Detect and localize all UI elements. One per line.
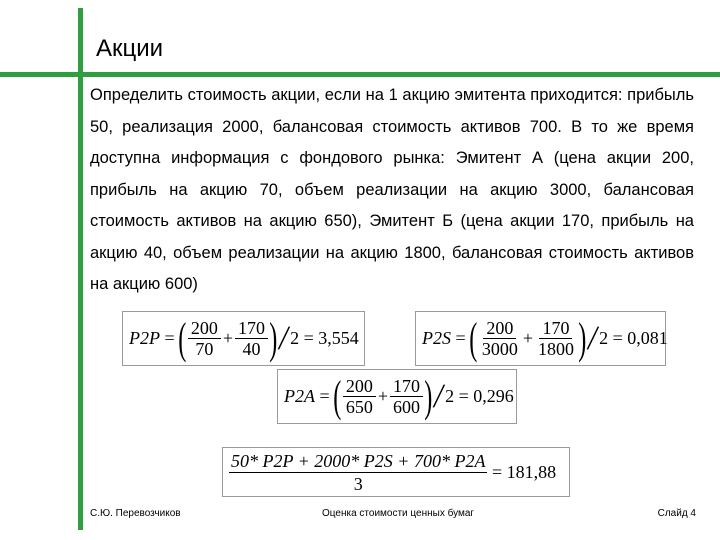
equals-sign: = (451, 328, 471, 348)
fraction-denominator: 3000 (481, 339, 518, 359)
problem-statement: Определить стоимость акции, если на 1 акцию эмитента приходится: прибыль 50, реализация 2000, балансовая стоимость активов 700. В то же время доступна информация с фондового рынка: Эмитент А (цена акции 200, прибыль на акцию 70, объем реализации на акцию 3000, балансовая стоимость активов на акцию 650), Эмитент Б (цена акции 170, прибыль на акцию 40, объем реализации на акцию 1800, балансовая стоимость активов на акцию 600) (90, 86, 694, 293)
formula-result: 0,296 (473, 386, 514, 406)
fraction-denominator: 40 (242, 339, 261, 359)
fraction-numerator: 200 (483, 318, 516, 339)
footer-slide-number: Слайд 4 (657, 508, 696, 519)
fraction-numerator: 170 (390, 376, 423, 397)
equals-sign: = (454, 386, 474, 406)
final-result: 181,88 (506, 461, 557, 482)
fraction-numerator: 170 (539, 318, 572, 339)
formula-result: 3,554 (318, 328, 359, 348)
fraction-b (390, 376, 423, 417)
formula-lhs: P2A (284, 386, 315, 406)
plus-sign: + (222, 328, 233, 348)
final-fraction (229, 450, 487, 495)
formula-lhs: P2S (422, 328, 451, 348)
formula-lhs: P2P (129, 328, 160, 348)
division-slash: / (585, 319, 600, 357)
division-slash: / (276, 319, 291, 357)
fraction-denominator: 600 (392, 397, 420, 417)
right-paren: ) (424, 371, 433, 421)
fraction-a (343, 376, 376, 417)
fraction-a (479, 318, 521, 359)
formula-final (222, 447, 570, 497)
plus-sign: + (522, 328, 533, 348)
equals-sign: = (487, 461, 507, 482)
equals-sign: = (299, 328, 319, 348)
fraction-b (535, 318, 577, 359)
equals-sign: = (608, 328, 628, 348)
fraction-a (188, 318, 221, 359)
formula-p2s (415, 311, 666, 366)
equals-sign: = (160, 328, 180, 348)
right-paren: ) (269, 313, 278, 363)
final-denominator: 3 (353, 473, 363, 494)
left-paren: ( (469, 313, 478, 363)
left-paren: ( (333, 371, 342, 421)
fraction-denominator: 70 (195, 339, 214, 359)
horizontal-accent-line (0, 72, 720, 77)
formula-p2p (122, 311, 365, 366)
division-slash: / (431, 377, 446, 415)
right-paren: ) (578, 313, 587, 363)
formula-result: 0,081 (627, 328, 668, 348)
plus-sign: + (377, 386, 388, 406)
fraction-numerator: 200 (188, 318, 221, 339)
left-paren: ( (178, 313, 187, 363)
final-numerator: 50* P2P + 2000* P2S + 700* P2A (231, 450, 486, 471)
formula-divisor: 2 (290, 328, 300, 348)
fraction-b (235, 318, 268, 359)
formula-p2a (277, 369, 517, 424)
fraction-denominator: 650 (345, 397, 373, 417)
footer-author: С.Ю. Перевозчиков (90, 508, 181, 519)
vertical-accent-line (78, 8, 83, 530)
fraction-denominator: 1800 (537, 339, 574, 359)
fraction-numerator: 170 (235, 318, 268, 339)
slide-title: Акции (96, 35, 164, 62)
footer-course: Оценка стоимости ценных бумаг (322, 508, 475, 519)
fraction-numerator: 200 (343, 376, 376, 397)
formula-divisor: 2 (599, 328, 609, 348)
equals-sign: = (315, 386, 335, 406)
formula-divisor: 2 (445, 386, 455, 406)
